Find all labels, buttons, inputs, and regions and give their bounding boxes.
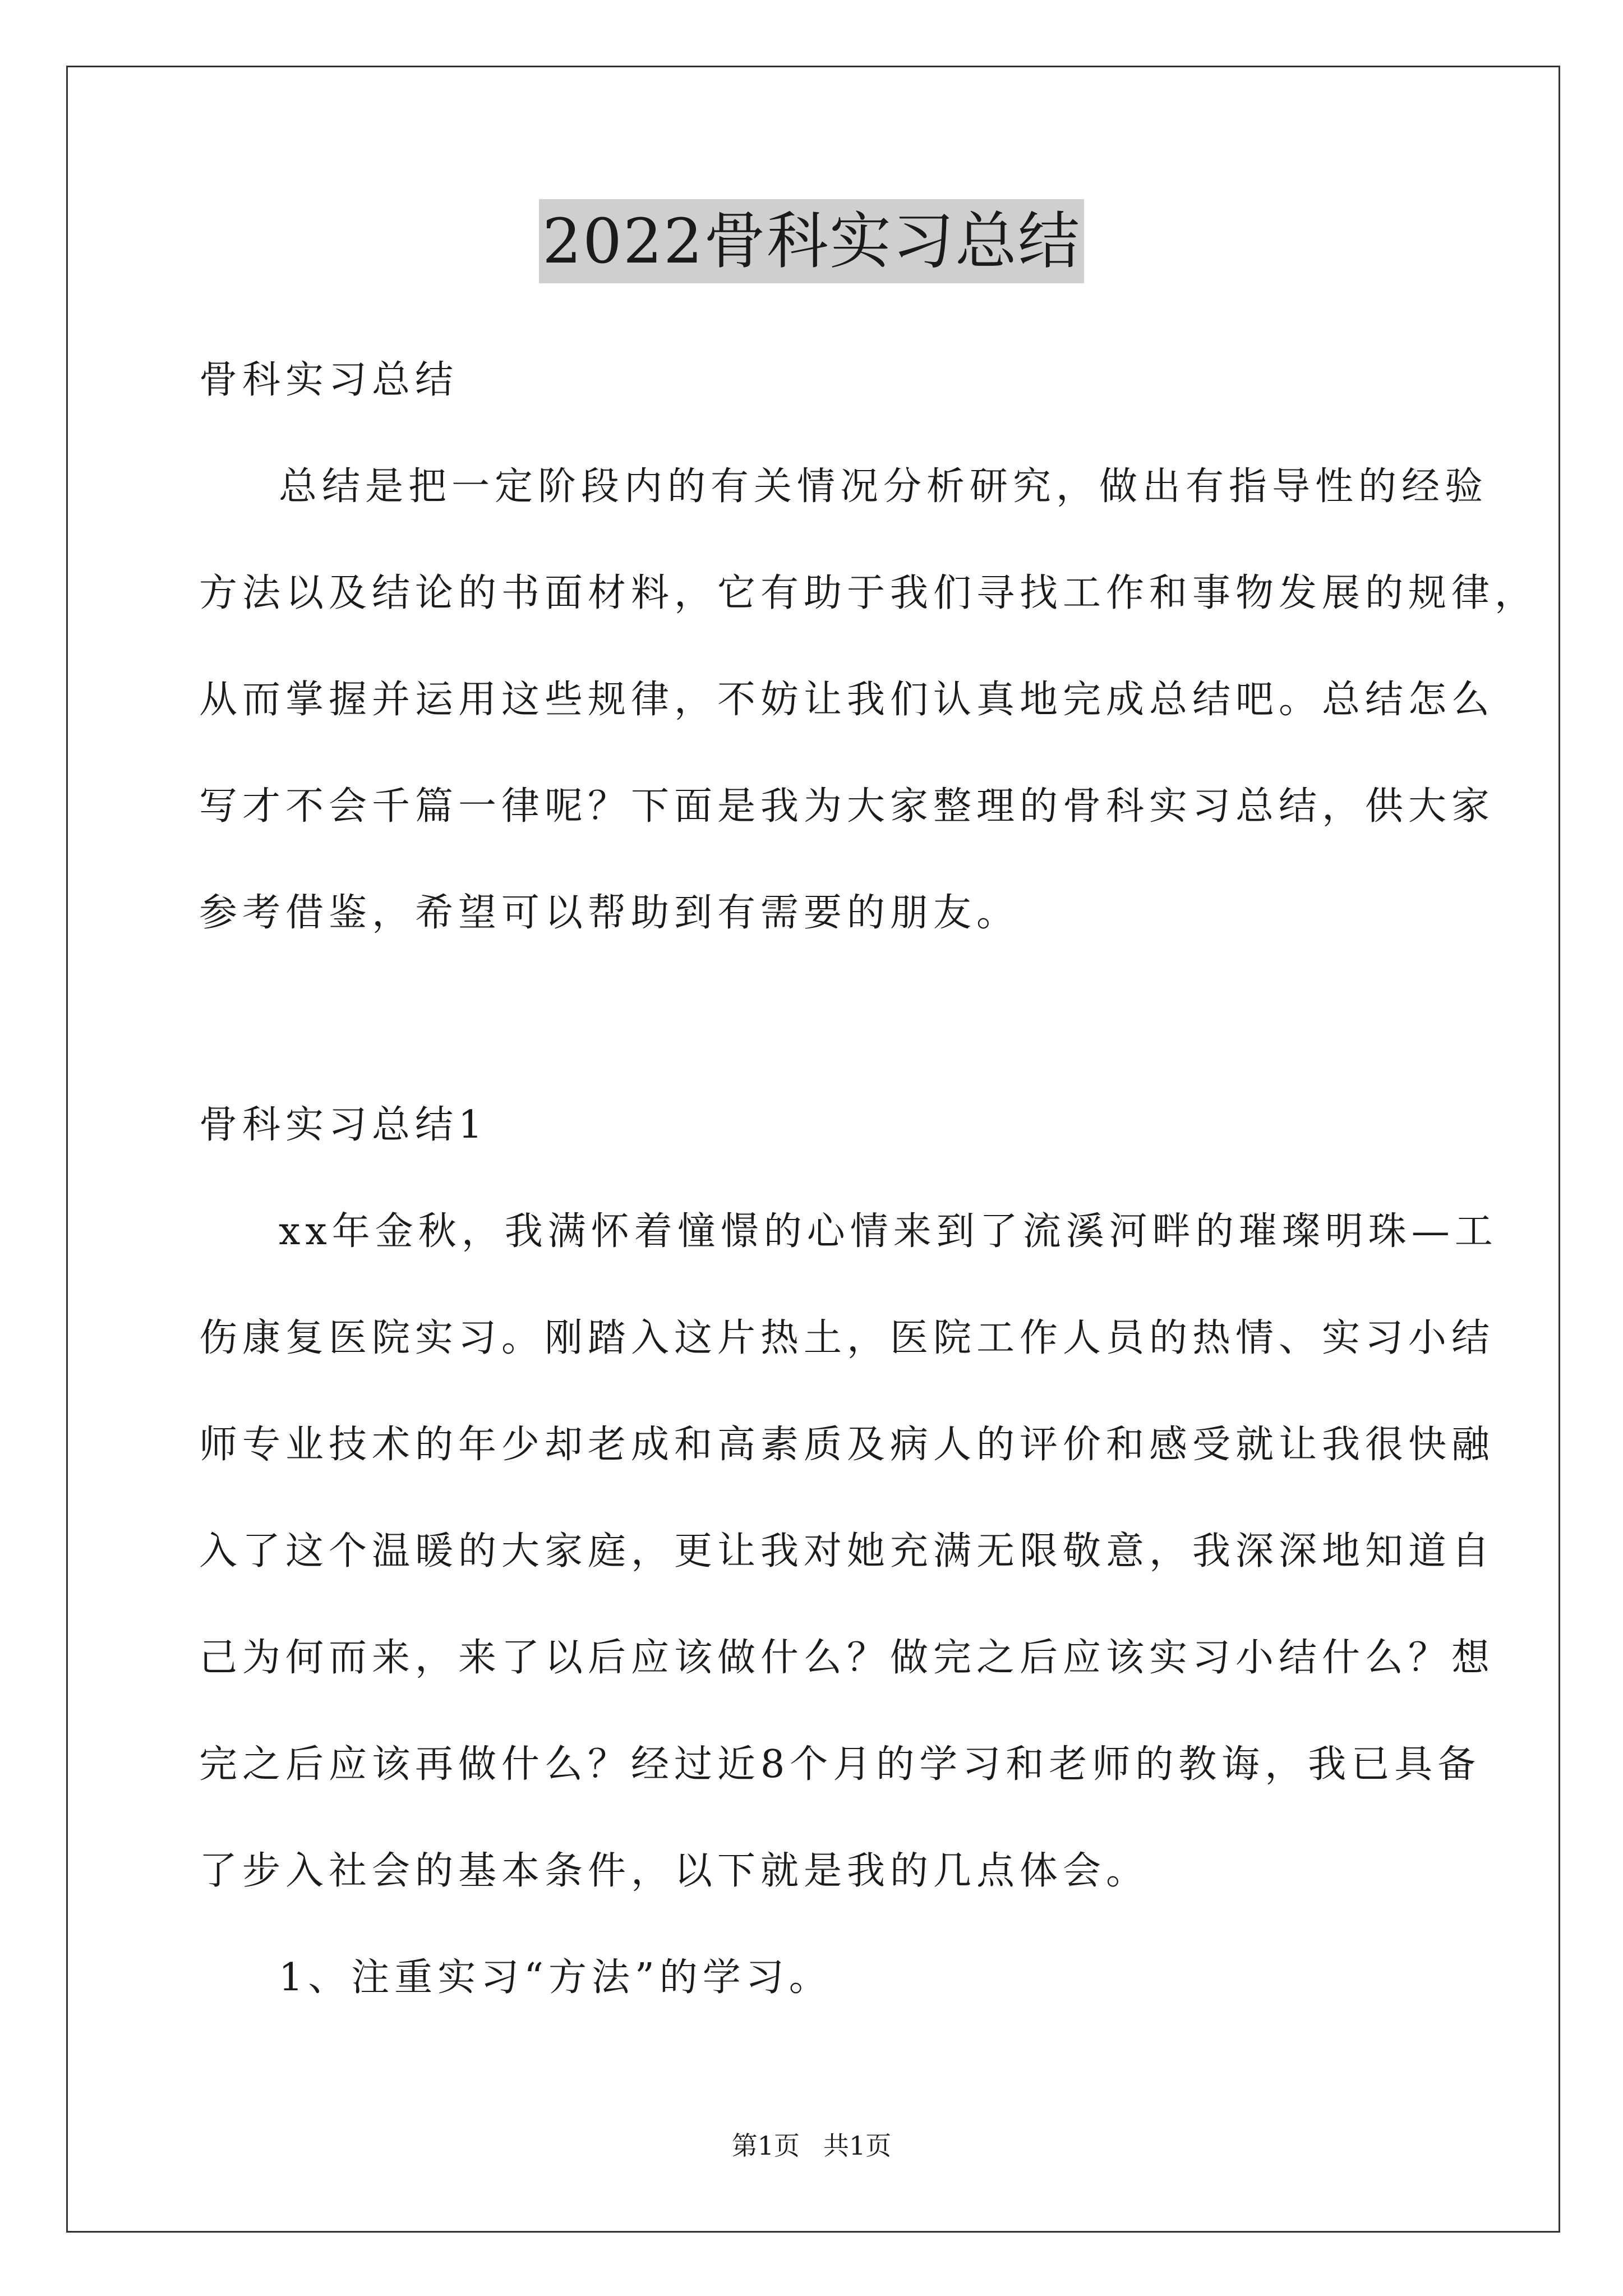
section-line: 入了这个温暖的大家庭，更让我对她充满无限敬意，我深深地知道自: [199, 1529, 1495, 1573]
page-number: 第1页: [731, 2131, 800, 2161]
intro-line: 方法以及结论的书面材料，它有助于我们寻找工作和事物发展的规律，: [199, 571, 1538, 615]
intro-line: 总结是把一定阶段内的有关情况分析研究，做出有指导性的经验: [279, 464, 1488, 509]
section-line: 伤康复医院实习。刚踏入这片热土，医院工作人员的热情、实习小结: [199, 1316, 1495, 1360]
section-line: 完之后应该再做什么？经过近8个月的学习和老师的教诲，我已具备: [199, 1742, 1481, 1787]
page-footer: [0, 2129, 1623, 2162]
section-line: 己为何而来，来了以后应该做什么？做完之后应该实习小结什么？想: [199, 1636, 1495, 1680]
document-title: 2022骨科实习总结: [539, 199, 1084, 283]
subtitle: 骨科实习总结: [199, 358, 459, 402]
intro-line: 从而掌握并运用这些规律，不妨让我们认真地完成总结吧。总结怎么: [199, 678, 1495, 722]
section-line: 师专业技术的年少却老成和高素质及病人的评价和感受就让我很快融: [199, 1423, 1495, 1467]
page-total: 共1页: [823, 2131, 892, 2161]
title-container: [0, 199, 1623, 283]
section-heading: 骨科实习总结1: [199, 1103, 488, 1147]
section-line: xx年金秋，我满怀着憧憬的心情来到了流溪河畔的璀璨明珠—工: [279, 1209, 1498, 1254]
list-item: 1、注重实习“方法”的学习。: [279, 1955, 832, 2000]
intro-line: 参考借鉴，希望可以帮助到有需要的朋友。: [199, 891, 1020, 935]
section-line: 了步入社会的基本条件，以下就是我的几点体会。: [199, 1849, 1150, 1893]
intro-line: 写才不会千篇一律呢？下面是我为大家整理的骨科实习总结，供大家: [199, 784, 1495, 829]
